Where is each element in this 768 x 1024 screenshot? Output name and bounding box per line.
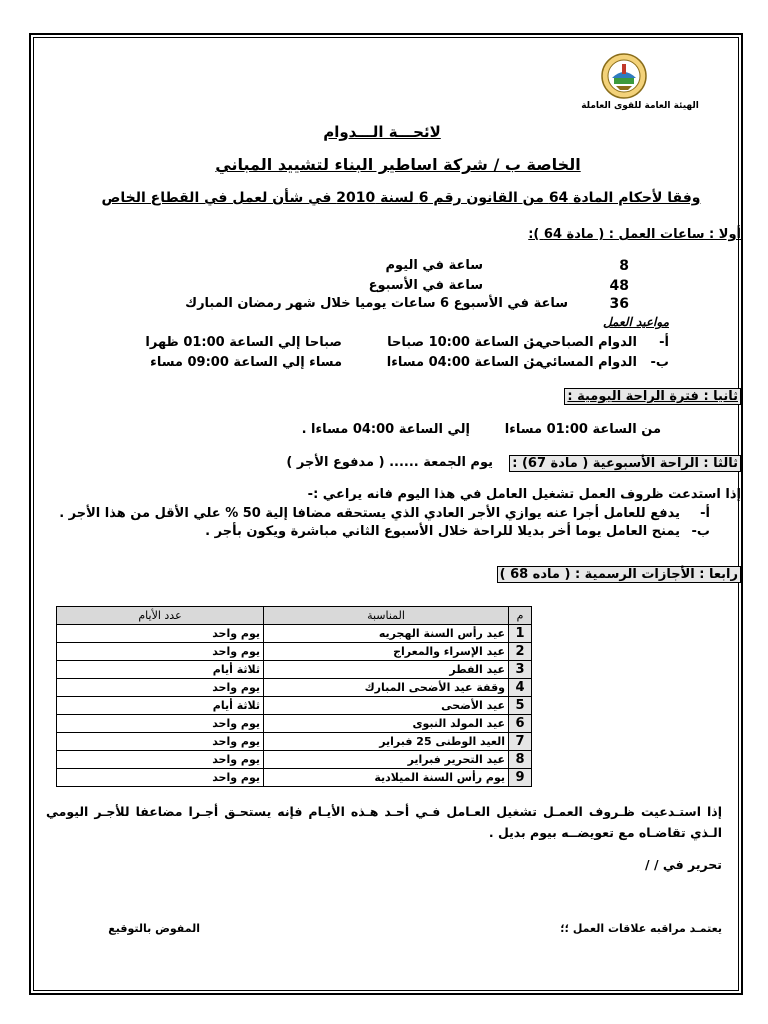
row-days: يوم واحد [57, 769, 264, 787]
signatory-label: المفوض بالتوقيع [108, 922, 200, 935]
schedule-heading: مواعيد العمل [602, 315, 669, 329]
section2-heading: ثانيا : فترة الراحة اليومية : [564, 388, 741, 405]
row-index: 3 [509, 661, 532, 679]
weekly-rest-b-text: يمنح العامل يوما أخر بديلا للراحة خلال الأسبوع الثاني مباشرة ويكون بأجر . [205, 524, 680, 539]
section3-heading: ثالثا : الراحة الأسبوعية ( مادة 67) : [509, 455, 741, 472]
closing-paragraph: إذا استـدعيت ظـروف العمـل تشغيل العـامل فـي أحـد هـذه الأيـام فإنه يستحـق أجـرا مضاعفا للأجـر اليومي الـذي تقاضـاه مع تعويضــه بيوم بديل . [46, 804, 722, 840]
table-row [57, 643, 532, 661]
org-name: الهيئة العامة للقوى العاملة [581, 101, 699, 111]
holidays-table [56, 606, 532, 787]
rest-to: إلي الساعة 04:00 مساءا . [301, 422, 470, 437]
row-occasion: وقفة عيد الأضحى المبارك [264, 679, 509, 697]
hours-ramadan-value: 36 [609, 296, 629, 312]
row-occasion: عيد رأس السنة الهجريه [264, 625, 509, 643]
hours-week-value: 48 [609, 278, 629, 294]
hours-ramadan-label: ساعة في الأسبوع 6 ساعات يوميا خلال شهر رمضان المبارك [185, 296, 568, 311]
row-index: 6 [509, 715, 532, 733]
weekly-rest-intro: إذا استدعت ظروف العمل تشغيل العامل في هذا اليوم فانه يراعي :- [307, 487, 741, 502]
shift-b-to: مساء إلي الساعة 09:00 مساء [150, 355, 342, 370]
issue-date: تحرير في / / [645, 857, 722, 872]
rest-from: من الساعة 01:00 مساءا [504, 422, 661, 437]
section4-heading: رابعا : الأجازات الرسمية : ( ماده 68 ) [497, 566, 741, 583]
shift-b-from: من الساعة 04:00 مساءا [386, 355, 543, 370]
weekly-rest-day: يوم الجمعة ...... ( مدفوع الأجر ) [286, 455, 493, 470]
shift-a-label: الدوام الصباحي : [528, 335, 637, 350]
row-days: ثلاثة أيام [57, 697, 264, 715]
row-index: 8 [509, 751, 532, 769]
row-occasion: عيد الإسراء والمعراج [264, 643, 509, 661]
row-occasion: العيد الوطنى 25 فبراير [264, 733, 509, 751]
col-header-occasion: المناسبة [264, 607, 509, 625]
row-occasion: يوم رأس السنة الميلادية [264, 769, 509, 787]
table-row [57, 661, 532, 679]
shift-a-letter: أ- [659, 335, 669, 350]
row-index: 5 [509, 697, 532, 715]
weekly-rest-a-text: يدفع للعامل أجرا عنه يوازي الأجر العادي الذي يستحقه مضافا إلية 50 % علي الأقل من هذا الأجر . [59, 506, 680, 521]
row-days: يوم واحد [57, 733, 264, 751]
shift-b-letter: ب- [650, 355, 669, 370]
shift-a-to: صباحا إلي الساعة 01:00 ظهرا [145, 335, 342, 350]
table-row [57, 769, 532, 787]
row-occasion: عيد الفطر [264, 661, 509, 679]
emblem-logo-icon [600, 52, 648, 100]
row-occasion: عيد التحرير فبراير [264, 751, 509, 769]
approval-label: يعتمـد مراقبه علاقات العمل ؛؛ [560, 922, 722, 935]
hours-week-label: ساعة في الأسبوع [368, 278, 483, 293]
row-index: 2 [509, 643, 532, 661]
col-header-days: عدد الأيام [57, 607, 264, 625]
document-title: لائحـــة الـــدوام [323, 123, 441, 141]
row-occasion: عيد المولد النبوى [264, 715, 509, 733]
table-row [57, 715, 532, 733]
row-occasion: عيد الأضحى [264, 697, 509, 715]
row-days: يوم واحد [57, 643, 264, 661]
row-days: يوم واحد [57, 625, 264, 643]
row-index: 7 [509, 733, 532, 751]
row-days: يوم واحد [57, 751, 264, 769]
company-subtitle: الخاصة ب / شركة اساطير البناء لتشييد المباني [215, 155, 581, 174]
section1-heading: أولا : ساعات العمل : ( مادة 64 ): [528, 227, 741, 242]
row-days: ثلاثة أيام [57, 661, 264, 679]
table-row [57, 751, 532, 769]
shift-b-label: الدوام المسائي : [529, 355, 637, 370]
row-index: 9 [509, 769, 532, 787]
weekly-rest-a-letter: أ- [700, 506, 710, 521]
table-header-row [57, 607, 532, 625]
law-reference: وفقا لأحكام المادة 64 من القانون رقم 6 لسنة 2010 في شأن لعمل في القطاع الخاص [101, 190, 701, 206]
weekly-rest-b-letter: ب- [691, 524, 710, 539]
row-days: يوم واحد [57, 715, 264, 733]
table-row [57, 625, 532, 643]
row-days: يوم واحد [57, 679, 264, 697]
table-row [57, 679, 532, 697]
hours-day-value: 8 [619, 258, 629, 274]
row-index: 1 [509, 625, 532, 643]
col-header-index: م [509, 607, 532, 625]
hours-day-label: ساعة في اليوم [385, 258, 483, 273]
table-row [57, 733, 532, 751]
table-row [57, 697, 532, 715]
row-index: 4 [509, 679, 532, 697]
shift-a-from: من الساعة 10:00 صباحا [387, 335, 543, 350]
